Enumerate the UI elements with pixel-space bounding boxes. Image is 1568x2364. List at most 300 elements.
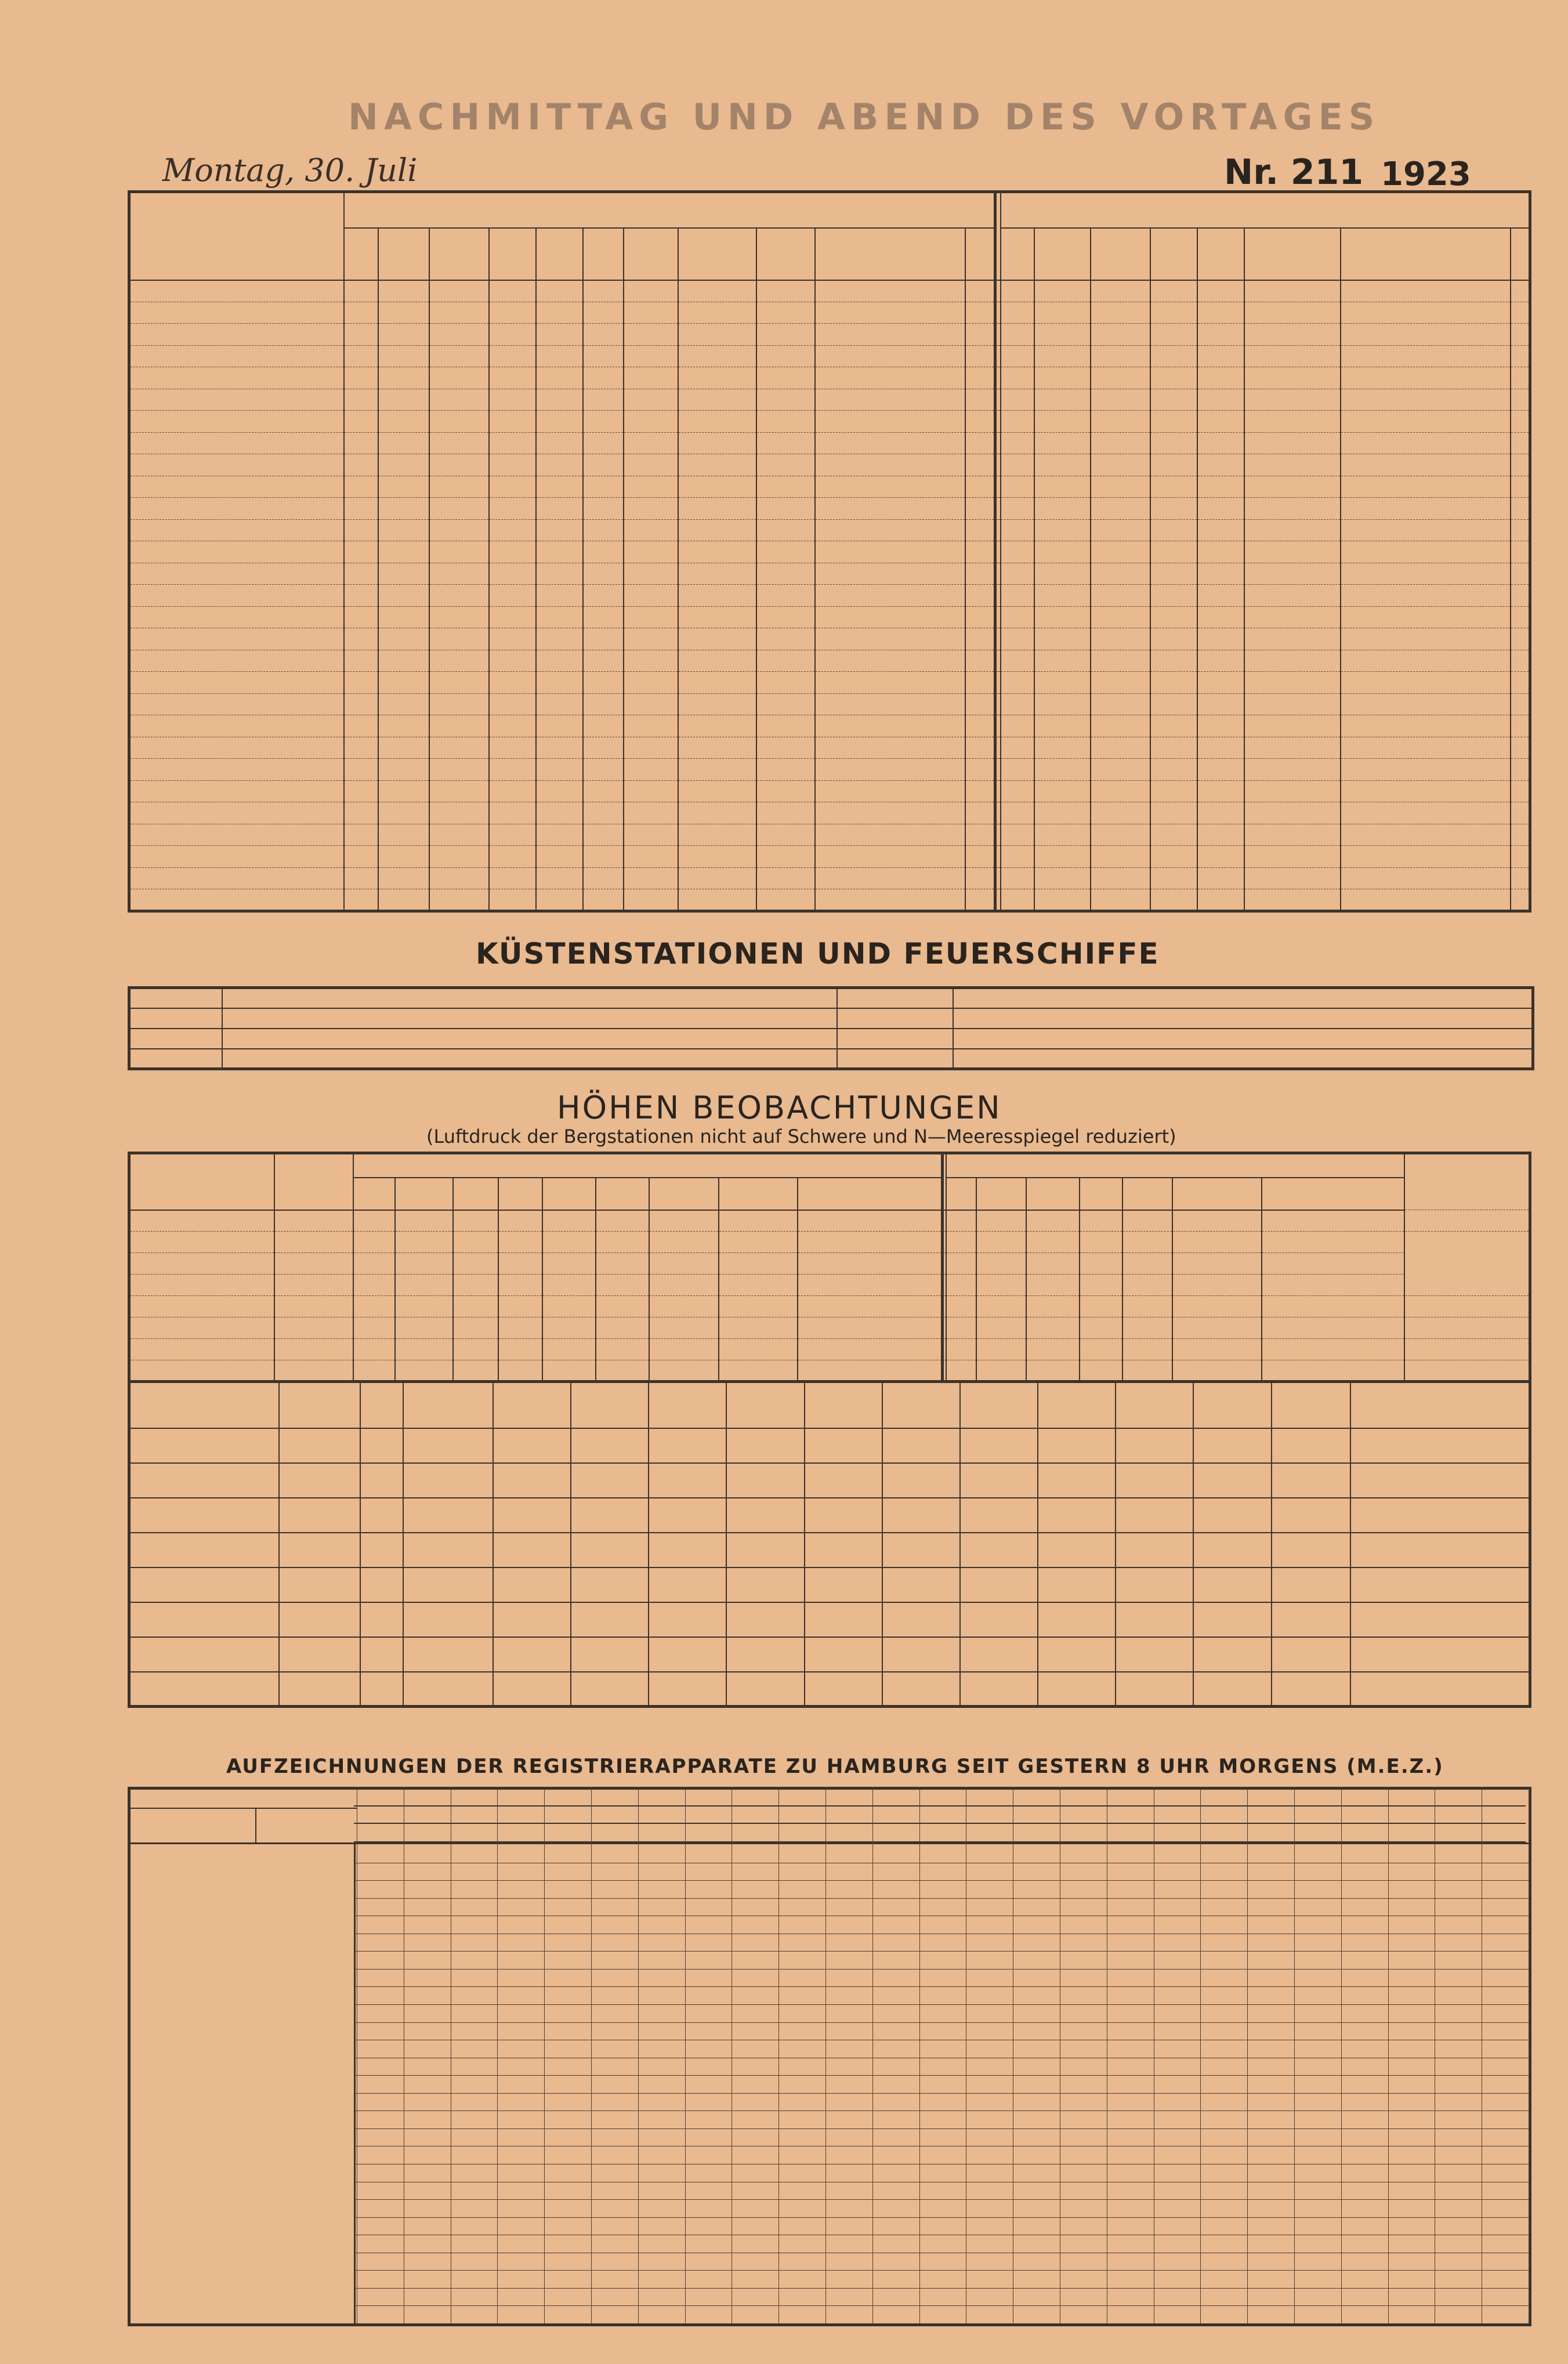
section-separator bbox=[995, 802, 1001, 824]
nm-col-header bbox=[678, 228, 756, 280]
nm-col-header bbox=[542, 1178, 596, 1210]
ab-cell bbox=[1244, 585, 1341, 607]
wind-cell bbox=[493, 1498, 571, 1533]
register-hours-cell bbox=[778, 1789, 825, 1808]
wind-cell bbox=[493, 1428, 571, 1463]
date-handwritten: Montag, 30. Juli bbox=[162, 152, 418, 189]
wind-cell bbox=[403, 1428, 493, 1463]
nm-cell bbox=[344, 389, 378, 411]
ab-cell bbox=[1341, 411, 1510, 433]
nm-cell bbox=[378, 280, 429, 302]
ab-cell bbox=[1122, 1317, 1172, 1339]
register-speed-cell bbox=[1341, 1825, 1388, 1844]
nm-cell bbox=[378, 411, 429, 433]
wind-cell bbox=[1350, 1533, 1530, 1567]
nm-cell bbox=[756, 737, 815, 759]
nm-cell bbox=[965, 389, 995, 411]
ab-cell bbox=[1197, 715, 1244, 737]
ab-cell bbox=[1091, 389, 1150, 411]
wind-cell bbox=[649, 1672, 726, 1707]
table-row bbox=[129, 367, 1530, 389]
ab-cell bbox=[1001, 693, 1034, 715]
nm-cell bbox=[536, 737, 583, 759]
wind-cell bbox=[726, 1428, 804, 1463]
wind-cell bbox=[279, 1567, 360, 1602]
nm-cell bbox=[536, 802, 583, 824]
wind-cell bbox=[805, 1498, 882, 1533]
nm-cell bbox=[536, 867, 583, 889]
ab-cell bbox=[1150, 672, 1197, 694]
wind-cell bbox=[649, 1428, 726, 1463]
nm-cell bbox=[542, 1232, 596, 1253]
ab-cell bbox=[1341, 889, 1510, 911]
nm-cell bbox=[678, 824, 756, 846]
ab-cell bbox=[1001, 345, 1034, 367]
ab-cell bbox=[1001, 650, 1034, 672]
wind-cell bbox=[1116, 1428, 1193, 1463]
nm-cell bbox=[536, 650, 583, 672]
table-row bbox=[129, 650, 1530, 672]
ab-cell bbox=[1034, 563, 1091, 585]
nm-cell bbox=[583, 498, 624, 520]
ab-cell bbox=[946, 1360, 976, 1382]
grid-hline bbox=[354, 2022, 1529, 2023]
nm-cell bbox=[624, 454, 678, 476]
ab-cell bbox=[1150, 454, 1197, 476]
ab-cell bbox=[1001, 563, 1034, 585]
coastal-station bbox=[837, 988, 953, 1008]
nm-cell bbox=[536, 476, 583, 498]
ab-cell bbox=[1262, 1339, 1404, 1360]
ab-cell bbox=[1091, 454, 1150, 476]
station-name bbox=[129, 693, 345, 715]
station-name bbox=[129, 302, 345, 324]
section-separator bbox=[995, 693, 1001, 715]
nm-cell bbox=[756, 367, 815, 389]
nm-cell bbox=[395, 1360, 453, 1382]
nm-cell bbox=[378, 541, 429, 563]
register-richtung-cell bbox=[685, 1808, 732, 1825]
ab-cell bbox=[1150, 889, 1197, 911]
station-name bbox=[129, 411, 345, 433]
table-row bbox=[129, 1049, 1533, 1069]
ab-cell bbox=[1001, 541, 1034, 563]
station-name bbox=[129, 585, 345, 607]
station-name bbox=[129, 1210, 274, 1232]
section-separator bbox=[995, 324, 1001, 346]
wind-cell bbox=[649, 1602, 726, 1637]
nm-cell bbox=[965, 867, 995, 889]
ab-cell bbox=[1150, 650, 1197, 672]
ab-cell bbox=[1001, 411, 1034, 433]
wind-cell bbox=[1193, 1533, 1271, 1567]
nm-cell bbox=[965, 715, 995, 737]
ab-cell bbox=[1150, 759, 1197, 781]
nm-col-header bbox=[353, 1178, 395, 1210]
wind-station bbox=[129, 1533, 279, 1567]
ab-cell bbox=[1404, 1360, 1530, 1382]
ab-cell bbox=[1341, 628, 1510, 650]
wind-cell bbox=[882, 1428, 960, 1463]
nm-cell bbox=[583, 411, 624, 433]
nm-cell bbox=[378, 454, 429, 476]
station-height bbox=[274, 1253, 353, 1275]
station-height bbox=[274, 1360, 353, 1382]
nm-cell bbox=[678, 715, 756, 737]
ab-cell bbox=[1034, 715, 1091, 737]
wind-cell bbox=[1193, 1428, 1271, 1463]
nm-cell bbox=[719, 1317, 798, 1339]
ab-cell bbox=[1091, 715, 1150, 737]
nm-cell bbox=[536, 606, 583, 628]
ab-cell bbox=[1341, 824, 1510, 846]
nm-cell bbox=[353, 1296, 395, 1317]
section-separator bbox=[995, 867, 1001, 889]
nm-cell bbox=[453, 1360, 498, 1382]
nm-cell bbox=[489, 476, 536, 498]
section-separator bbox=[995, 672, 1001, 694]
grid-hline bbox=[354, 2199, 1529, 2200]
abend-header bbox=[946, 1153, 1404, 1178]
nm-cell bbox=[344, 867, 378, 889]
wind-cell bbox=[403, 1602, 493, 1637]
nm-cell bbox=[489, 650, 536, 672]
col-station bbox=[129, 1153, 274, 1210]
wind-cell bbox=[571, 1567, 649, 1602]
nm-cell bbox=[378, 498, 429, 520]
grid-vline bbox=[1247, 1787, 1248, 2323]
wind-cell bbox=[279, 1463, 360, 1498]
nm-cell bbox=[756, 476, 815, 498]
nm-cell bbox=[624, 389, 678, 411]
station-name bbox=[129, 672, 345, 694]
ab-cell bbox=[1511, 715, 1530, 737]
wind-cell bbox=[279, 1498, 360, 1533]
register-speed-cell bbox=[357, 1825, 404, 1844]
ab-cell bbox=[1341, 280, 1510, 302]
wind-cell bbox=[571, 1672, 649, 1707]
register-hours-cell bbox=[732, 1789, 778, 1808]
nm-cell bbox=[756, 389, 815, 411]
station-height bbox=[274, 1296, 353, 1317]
wind-station bbox=[129, 1672, 279, 1707]
nm-cell bbox=[344, 889, 378, 911]
nm-cell bbox=[624, 541, 678, 563]
station-name bbox=[129, 324, 345, 346]
register-speed-cell bbox=[1388, 1825, 1435, 1844]
wind-cell bbox=[1116, 1672, 1193, 1707]
wind-cell bbox=[882, 1637, 960, 1672]
nm-cell bbox=[395, 1339, 453, 1360]
register-hours-cell bbox=[919, 1789, 966, 1808]
nm-cell bbox=[815, 693, 965, 715]
table-row bbox=[129, 988, 1533, 1008]
ab-cell bbox=[1150, 846, 1197, 868]
section-separator bbox=[995, 476, 1001, 498]
ab-cell bbox=[1172, 1339, 1262, 1360]
table-row bbox=[129, 1296, 1530, 1317]
ab-cell bbox=[1511, 824, 1530, 846]
station-name bbox=[129, 498, 345, 520]
nm-cell bbox=[649, 1317, 719, 1339]
nm-cell bbox=[719, 1360, 798, 1382]
ab-cell bbox=[1150, 693, 1197, 715]
coastal-table bbox=[128, 986, 1534, 1070]
nm-cell bbox=[378, 650, 429, 672]
nm-cell bbox=[965, 563, 995, 585]
nm-cell bbox=[583, 867, 624, 889]
station-height bbox=[274, 1275, 353, 1296]
nm-cell bbox=[965, 519, 995, 541]
nm-cell bbox=[344, 585, 378, 607]
section-separator bbox=[995, 824, 1001, 846]
nm-cell bbox=[965, 302, 995, 324]
nm-cell bbox=[678, 519, 756, 541]
wind-cell bbox=[1193, 1672, 1271, 1707]
ab-cell bbox=[1034, 519, 1091, 541]
nm-cell bbox=[489, 454, 536, 476]
station-name bbox=[129, 1317, 274, 1339]
ab-cell bbox=[1172, 1253, 1262, 1275]
nm-cell bbox=[719, 1296, 798, 1317]
nm-cell bbox=[596, 1360, 649, 1382]
nm-cell bbox=[649, 1360, 719, 1382]
nm-cell bbox=[498, 1275, 542, 1296]
table-row bbox=[129, 1029, 1533, 1049]
mountain-subtitle: (Luftdruck der Bergstationen nicht auf Schwere und N—Meeresspiegel reduziert) bbox=[426, 1125, 1176, 1147]
ab-cell bbox=[1341, 780, 1510, 802]
ab-cell bbox=[1197, 345, 1244, 367]
ab-cell bbox=[1150, 715, 1197, 737]
nm-cell bbox=[756, 585, 815, 607]
nm-cell bbox=[583, 780, 624, 802]
ab-cell bbox=[1197, 759, 1244, 781]
nm-cell bbox=[965, 345, 995, 367]
nm-cell bbox=[815, 824, 965, 846]
nm-col-header bbox=[378, 228, 429, 280]
ab-cell bbox=[1034, 585, 1091, 607]
ab-col-header bbox=[1197, 228, 1244, 280]
wind-cell bbox=[1038, 1463, 1116, 1498]
nm-cell bbox=[395, 1317, 453, 1339]
nm-cell bbox=[649, 1339, 719, 1360]
section-separator bbox=[995, 846, 1001, 868]
nm-cell bbox=[756, 498, 815, 520]
ab-cell bbox=[1511, 411, 1530, 433]
nm-cell bbox=[536, 585, 583, 607]
ab-cell bbox=[1244, 802, 1341, 824]
wind-station bbox=[129, 1428, 279, 1463]
wind-cell bbox=[1038, 1533, 1116, 1567]
nm-cell bbox=[489, 715, 536, 737]
wind-cell bbox=[726, 1637, 804, 1672]
nm-cell bbox=[678, 476, 756, 498]
nm-cell bbox=[429, 302, 489, 324]
wind-cell bbox=[726, 1498, 804, 1533]
register-frame bbox=[128, 1787, 1531, 2326]
nm-cell bbox=[678, 737, 756, 759]
nm-cell bbox=[719, 1210, 798, 1232]
german-stations-section bbox=[128, 190, 1531, 933]
nm-cell bbox=[815, 454, 965, 476]
nm-cell bbox=[429, 432, 489, 454]
ab-cell bbox=[1197, 889, 1244, 911]
nm-cell bbox=[678, 432, 756, 454]
section-separator bbox=[995, 563, 1001, 585]
grid-hline bbox=[354, 1986, 1529, 1987]
wind-cell bbox=[360, 1498, 403, 1533]
ab-cell bbox=[1034, 693, 1091, 715]
nm-cell bbox=[965, 759, 995, 781]
ab-cell bbox=[1404, 1210, 1530, 1232]
wind-cell bbox=[1272, 1428, 1350, 1463]
ab-cell bbox=[1150, 824, 1197, 846]
ab-cell bbox=[1341, 737, 1510, 759]
nm-cell bbox=[498, 1360, 542, 1382]
nm-cell bbox=[583, 824, 624, 846]
ab-cell bbox=[1244, 693, 1341, 715]
ab-cell bbox=[1262, 1275, 1404, 1296]
nm-cell bbox=[678, 585, 756, 607]
nm-cell bbox=[583, 302, 624, 324]
register-speed-cell bbox=[1482, 1825, 1529, 1844]
nm-cell bbox=[756, 867, 815, 889]
nm-cell bbox=[344, 454, 378, 476]
nm-cell bbox=[489, 389, 536, 411]
nm-cell bbox=[378, 606, 429, 628]
nm-cell bbox=[344, 759, 378, 781]
nm-cell bbox=[344, 411, 378, 433]
nm-cell bbox=[344, 345, 378, 367]
wind-col-header bbox=[649, 1382, 726, 1428]
nm-cell bbox=[429, 846, 489, 868]
station-name bbox=[129, 737, 345, 759]
nm-cell bbox=[678, 846, 756, 868]
nm-cell bbox=[596, 1339, 649, 1360]
nm-cell bbox=[344, 693, 378, 715]
wind-cell bbox=[403, 1637, 493, 1672]
nm-cell bbox=[583, 324, 624, 346]
section-separator bbox=[995, 302, 1001, 324]
register-speed-cell bbox=[966, 1825, 1013, 1844]
ab-cell bbox=[1244, 324, 1341, 346]
nm-cell bbox=[378, 432, 429, 454]
nm-cell bbox=[378, 324, 429, 346]
ab-cell bbox=[1511, 628, 1530, 650]
wind-cell bbox=[726, 1533, 804, 1567]
nm-cell bbox=[719, 1339, 798, 1360]
ab-col-header bbox=[1026, 1178, 1080, 1210]
nm-cell bbox=[815, 411, 965, 433]
nm-cell bbox=[378, 780, 429, 802]
nm-cell bbox=[344, 367, 378, 389]
nm-cell bbox=[756, 345, 815, 367]
nm-cell bbox=[542, 1210, 596, 1232]
nm-col-header bbox=[798, 1178, 943, 1210]
wind-cell bbox=[493, 1463, 571, 1498]
table-row bbox=[129, 1672, 1530, 1707]
section-separator bbox=[995, 889, 1001, 911]
nm-cell bbox=[965, 454, 995, 476]
nm-col-header bbox=[583, 228, 624, 280]
nm-cell bbox=[756, 693, 815, 715]
ab-cell bbox=[1091, 737, 1150, 759]
ab-cell bbox=[1197, 476, 1244, 498]
nm-cell bbox=[965, 846, 995, 868]
nm-cell bbox=[429, 737, 489, 759]
station-height bbox=[274, 1339, 353, 1360]
ab-cell bbox=[1244, 715, 1341, 737]
wind-cell bbox=[805, 1428, 882, 1463]
ab-cell bbox=[1511, 780, 1530, 802]
table-row bbox=[129, 1428, 1530, 1463]
ab-cell bbox=[1034, 324, 1091, 346]
register-richtung-cell bbox=[544, 1808, 591, 1825]
nm-cell bbox=[353, 1210, 395, 1232]
ab-cell bbox=[1511, 280, 1530, 302]
ab-cell bbox=[1150, 628, 1197, 650]
grid-vline bbox=[1388, 1787, 1389, 2323]
table-row bbox=[129, 476, 1530, 498]
nm-cell bbox=[489, 519, 536, 541]
ab-col-header bbox=[1172, 1178, 1262, 1210]
grid-hline bbox=[354, 2093, 1529, 2094]
nm-cell bbox=[815, 324, 965, 346]
grid-hline bbox=[354, 1898, 1529, 1899]
ab-cell bbox=[976, 1232, 1026, 1253]
ab-cell bbox=[1080, 1232, 1122, 1253]
ab-cell bbox=[1197, 541, 1244, 563]
wind-cell bbox=[1038, 1672, 1116, 1707]
ab-cell bbox=[1172, 1317, 1262, 1339]
ab-cell bbox=[1262, 1253, 1404, 1275]
wind-cell bbox=[1350, 1463, 1530, 1498]
ab-col-header bbox=[1262, 1178, 1404, 1210]
wind-cell bbox=[960, 1567, 1038, 1602]
ab-cell bbox=[1034, 476, 1091, 498]
ab-cell bbox=[1080, 1317, 1122, 1339]
wind-station bbox=[129, 1463, 279, 1498]
ab-cell bbox=[1026, 1317, 1080, 1339]
register-richtung-cell bbox=[638, 1808, 685, 1825]
ab-cell bbox=[1001, 628, 1034, 650]
nm-cell bbox=[378, 563, 429, 585]
table-row bbox=[129, 1253, 1530, 1275]
ab-cell bbox=[1341, 541, 1510, 563]
table-row bbox=[129, 563, 1530, 585]
ab-cell bbox=[1511, 563, 1530, 585]
nm-cell bbox=[678, 302, 756, 324]
german-stations-table bbox=[128, 190, 1531, 913]
nm-cell bbox=[719, 1275, 798, 1296]
nachmittag-header bbox=[344, 192, 995, 228]
nm-cell bbox=[583, 454, 624, 476]
register-speed-cell bbox=[1154, 1825, 1201, 1844]
register-richtung-cell bbox=[357, 1808, 404, 1825]
nm-cell bbox=[965, 432, 995, 454]
nm-cell bbox=[719, 1232, 798, 1253]
nm-cell bbox=[344, 519, 378, 541]
nm-cell bbox=[649, 1232, 719, 1253]
nm-cell bbox=[344, 280, 378, 302]
ab-cell bbox=[1034, 759, 1091, 781]
nm-cell bbox=[678, 389, 756, 411]
nm-cell bbox=[536, 432, 583, 454]
table-row bbox=[129, 498, 1530, 520]
nm-cell bbox=[624, 824, 678, 846]
ab-cell bbox=[1091, 824, 1150, 846]
nm-cell bbox=[453, 1210, 498, 1232]
